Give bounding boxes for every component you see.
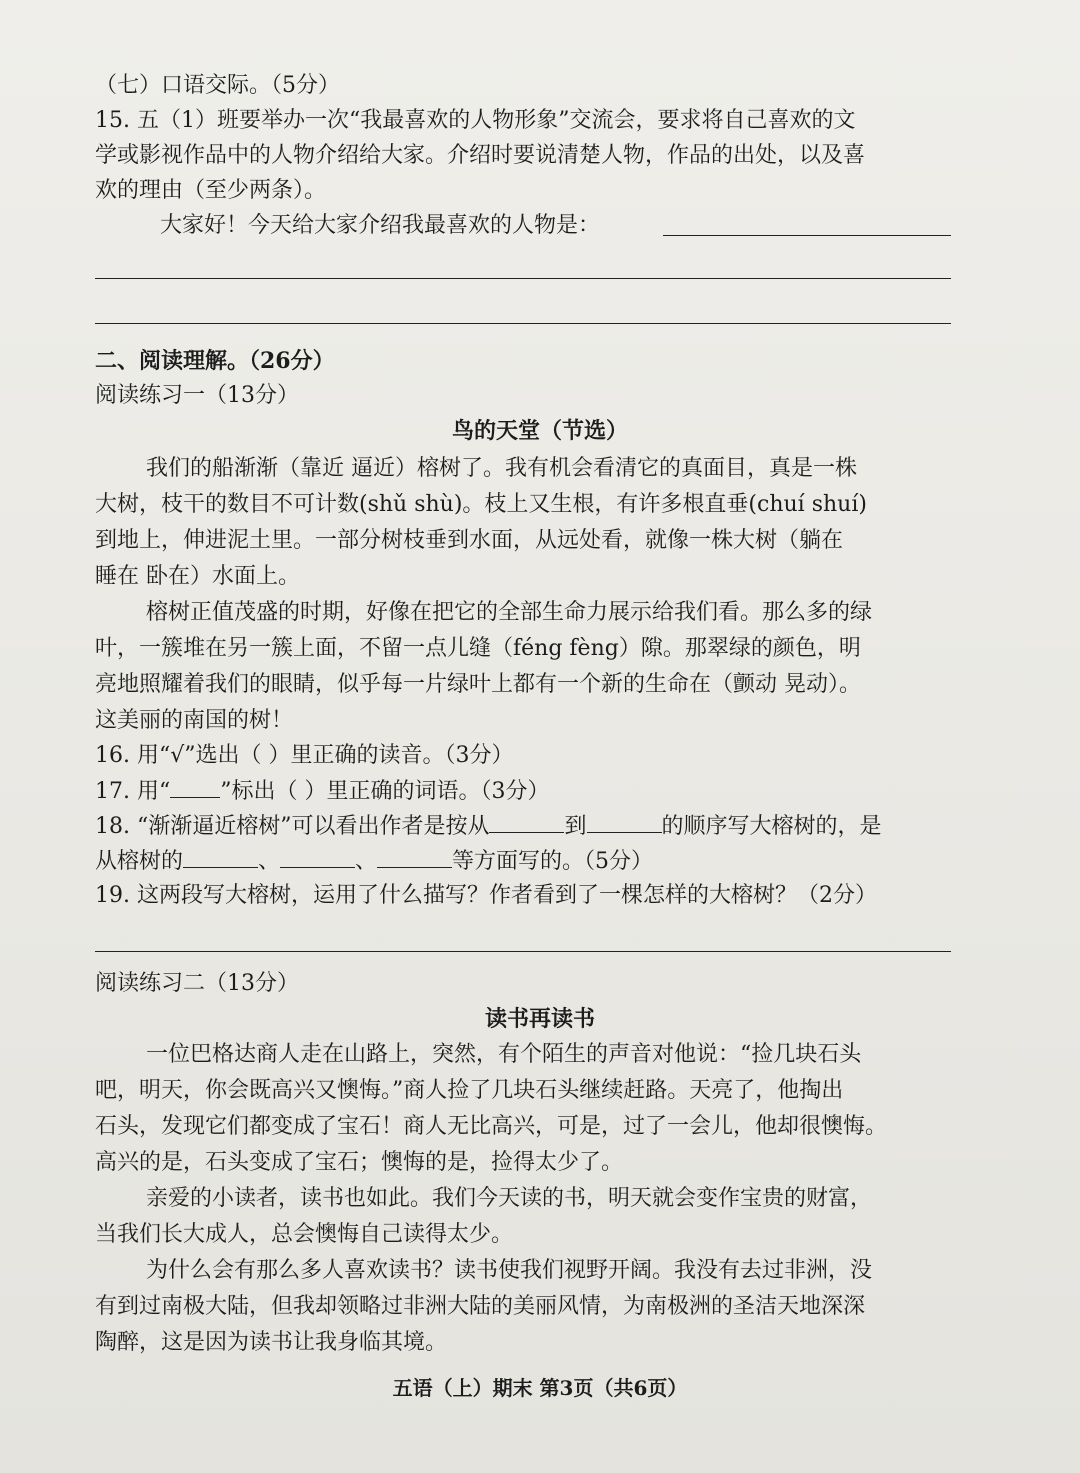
- question-17: [95, 773, 549, 810]
- practice2-p3-line: 陶醉，这是因为读书让我身临其境。: [95, 1330, 448, 1355]
- reading-section-title: 二、阅读理解。（26分）: [95, 348, 335, 374]
- practice2-label: 阅读练习二（13分）: [95, 971, 299, 996]
- q15-prompt: 大家好！今天给大家介绍我最喜欢的人物是：: [160, 213, 601, 238]
- practice1-p1-line: 睡在 卧在）水面上。: [95, 564, 300, 589]
- question-18-line-1: [95, 808, 882, 845]
- q18-text-a: 18. “渐渐逼近榕树”可以看出作者是按从: [95, 814, 490, 839]
- practice2-p1-line: 高兴的是，石头变成了宝石；懊悔的是，捡得太少了。: [95, 1150, 624, 1175]
- answer-line[interactable]: [95, 951, 951, 952]
- q15-line-3: 欢的理由（至少两条）。: [95, 178, 327, 203]
- q15-line-2: 学或影视作品中的人物介绍给大家。介绍时要说清楚人物，作品的出处，以及喜: [95, 143, 866, 168]
- practice1-p1-line: 大树，枝干的数目不可计数(shǔ shù)。枝上又生根，有许多根直垂(chuí shuí): [95, 492, 867, 517]
- q17-text-b: ”标出（ ）里正确的词语。（3分）: [220, 779, 550, 804]
- fill-blank[interactable]: [587, 808, 662, 833]
- page-footer: 五语（上）期末 第3页（共6页）: [392, 1376, 688, 1400]
- practice1-p1-line: 我们的船渐渐（靠近 逼近）榕树了。我有机会看清它的真面目，真是一株: [146, 456, 857, 481]
- fill-blank[interactable]: [183, 843, 258, 868]
- q17-text-a: 17. 用“: [95, 779, 171, 804]
- practice2-p2-line: 当我们长大成人，总会懊悔自己读得太少。: [95, 1222, 514, 1247]
- oral-section-title: （七）口语交际。（5分）: [95, 73, 340, 98]
- practice2-title: 读书再读书: [484, 1006, 595, 1032]
- answer-line[interactable]: [95, 278, 951, 279]
- practice1-p2-line: 这美丽的南国的树！: [95, 708, 294, 733]
- fill-blank[interactable]: [280, 843, 355, 868]
- question-16: 16. 用“√”选出（ ）里正确的读音。（3分）: [95, 743, 514, 768]
- q18-text-e: 等方面写的。（5分）: [452, 849, 654, 874]
- practice1-p2-line: 亮地照耀着我们的眼睛，似乎每一片绿叶上都有一个新的生命在（颤动 晃动）。: [95, 672, 861, 697]
- practice1-label: 阅读练习一（13分）: [95, 383, 299, 408]
- answer-line[interactable]: [95, 323, 951, 324]
- practice1-p1-line: 到地上，伸进泥土里。一部分树枝垂到水面，从远处看，就像一株大树（躺在: [95, 528, 844, 553]
- underline-mark: [170, 773, 220, 798]
- q18-separator: 、: [355, 849, 378, 874]
- answer-line[interactable]: [663, 235, 951, 236]
- practice2-p3-line: 有到过南极大陆，但我却领略过非洲大陆的美丽风情，为南极洲的圣洁天地深深: [95, 1294, 866, 1319]
- fill-blank[interactable]: [489, 808, 564, 833]
- q18-separator: 、: [258, 849, 281, 874]
- practice1-p2-line: 叶，一簇堆在另一簇上面，不留一点儿缝（féng fèng）隙。那翠绿的颜色，明: [95, 636, 861, 661]
- q15-line-1: 15. 五（1）班要举办一次“我最喜欢的人物形象”交流会，要求将自己喜欢的文: [95, 108, 856, 133]
- q18-text-b: 到: [564, 814, 587, 839]
- practice1-title: 鸟的天堂（节选）: [451, 418, 628, 444]
- fill-blank[interactable]: [377, 843, 452, 868]
- question-18-line-2: [95, 843, 653, 880]
- practice2-p1-line: 石头，发现它们都变成了宝石！商人无比高兴，可是，过了一会儿，他却很懊悔。: [95, 1114, 888, 1139]
- practice2-p2-line: 亲爱的小读者，读书也如此。我们今天读的书，明天就会变作宝贵的财富，: [146, 1186, 873, 1211]
- question-19: 19. 这两段写大榕树，运用了什么描写？作者看到了一棵怎样的大榕树？（2分）: [95, 883, 877, 908]
- q18-text-c: 的顺序写大榕树的，是: [661, 814, 882, 839]
- practice2-p1-line: 吧，明天，你会既高兴又懊悔。”商人捡了几块石头继续赶路。天亮了，他掏出: [95, 1078, 844, 1103]
- practice1-p2-line: 榕树正值茂盛的时期，好像在把它的全部生命力展示给我们看。那么多的绿: [146, 600, 873, 625]
- practice2-p1-line: 一位巴格达商人走在山路上，突然，有个陌生的声音对他说：“捡几块石头: [146, 1042, 862, 1067]
- practice2-p3-line: 为什么会有那么多人喜欢读书？读书使我们视野开阔。我没有去过非洲，没: [146, 1258, 873, 1283]
- q18-text-d: 从榕树的: [95, 849, 184, 874]
